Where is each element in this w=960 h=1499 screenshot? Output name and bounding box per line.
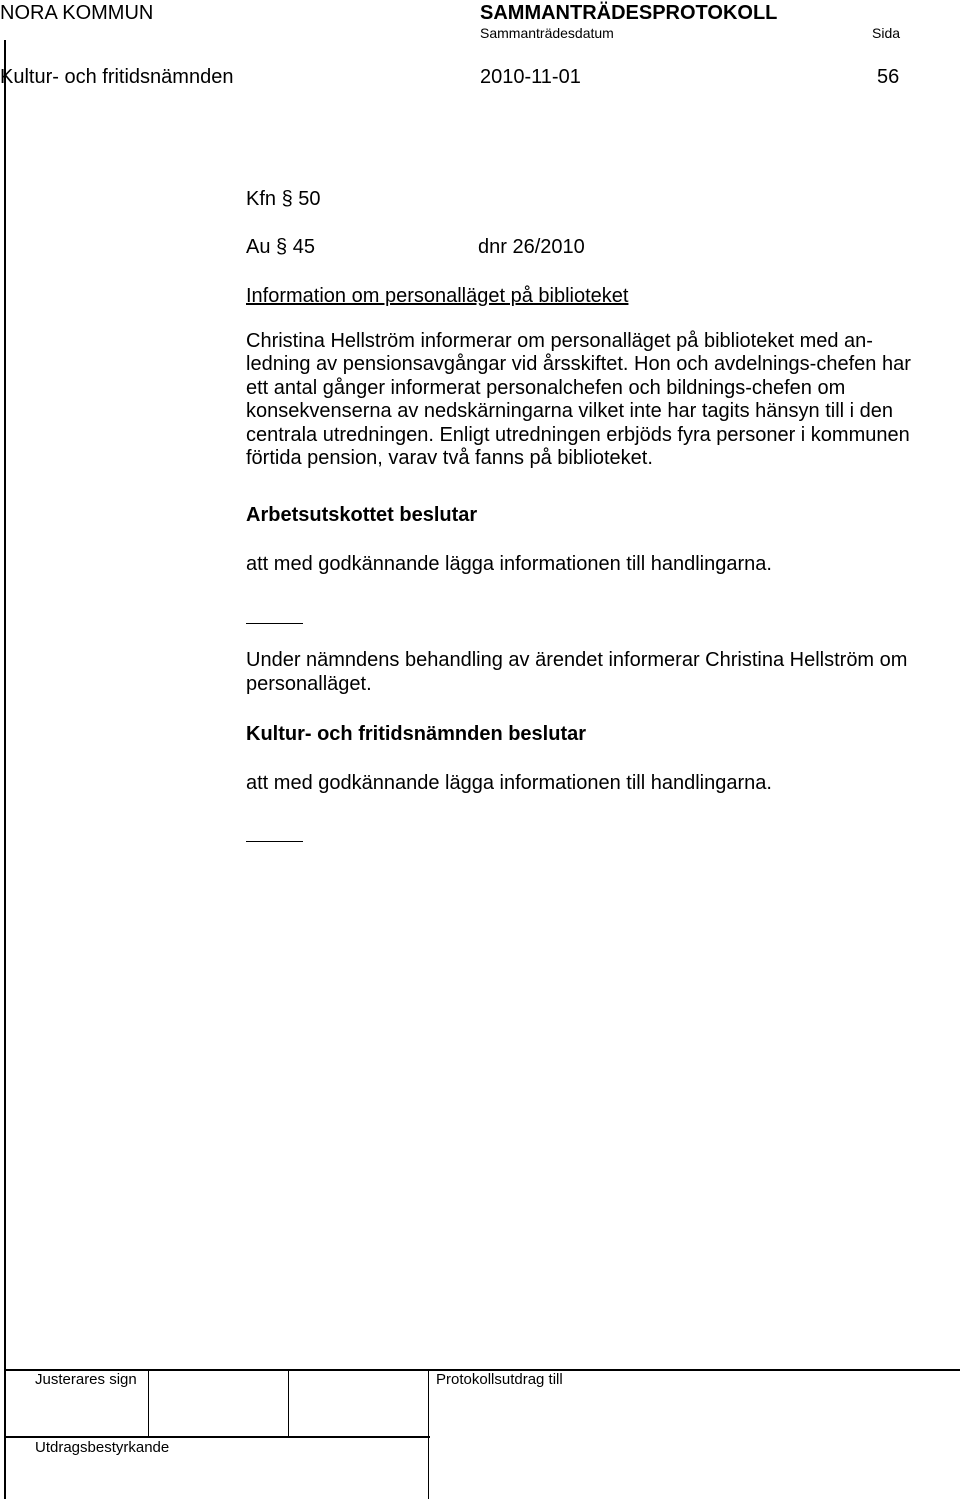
kfn-decision-heading: Kultur- och fritidsnämnden beslutar bbox=[246, 723, 587, 745]
footer-cell-border bbox=[148, 1370, 149, 1436]
footer-row-border bbox=[4, 1436, 430, 1438]
kfn-paragraph-number: Kfn § 50 bbox=[246, 188, 321, 210]
meeting-note: Under nämndens behandling av ärendet informerar Christina Hellström om personalläget. bbox=[246, 649, 908, 695]
diary-number: dnr 26/2010 bbox=[478, 236, 585, 258]
footer-cell-border bbox=[288, 1370, 289, 1436]
agenda-subject: Information om personalläget på biblioteket bbox=[246, 285, 629, 307]
kfn-decision-text: att med godkännande lägga informationen till handlingarna. bbox=[246, 772, 772, 794]
extract-certification-label: Utdragsbestyrkande bbox=[35, 1439, 170, 1456]
page-number-label: Sida bbox=[872, 25, 901, 41]
organization-name: NORA KOMMUN bbox=[0, 2, 154, 24]
section-divider bbox=[246, 841, 303, 842]
au-decision-heading: Arbetsutskottet beslutar bbox=[246, 504, 478, 526]
adjuster-signature-label: Justerares sign bbox=[35, 1371, 137, 1388]
meeting-date: 2010-11-01 bbox=[480, 66, 581, 88]
section-divider bbox=[246, 623, 303, 624]
information-paragraph: Christina Hellström informerar om personalläget på biblioteket med an-ledning av pensionsavgångar vid årsskiftet. Hon och avdelnings-chefen har ett antal gånger informerat personalchefen och bildnings-chefen om konsekvenserna av nedskärningarna vilket inte har tagits hänsyn till i den centrala utredningen. Enligt utredningen erbjöds fyra personer i kommunen förtida pension, varav två fanns på biblioteket. bbox=[246, 330, 911, 470]
au-decision-text: att med godkännande lägga informationen till handlingarna. bbox=[246, 553, 772, 575]
meeting-date-label: Sammanträdesdatum bbox=[480, 25, 614, 41]
page-number: 56 bbox=[877, 66, 900, 88]
minutes-extract-recipients-label: Protokollsutdrag till bbox=[436, 1371, 563, 1388]
left-margin-line bbox=[4, 40, 6, 1499]
au-paragraph-number: Au § 45 bbox=[246, 236, 315, 258]
footer-cell-border bbox=[428, 1370, 429, 1499]
document-type-title: SAMMANTRÄDESPROTOKOLL bbox=[480, 2, 778, 24]
committee-name: Kultur- och fritidsnämnden bbox=[0, 66, 234, 88]
